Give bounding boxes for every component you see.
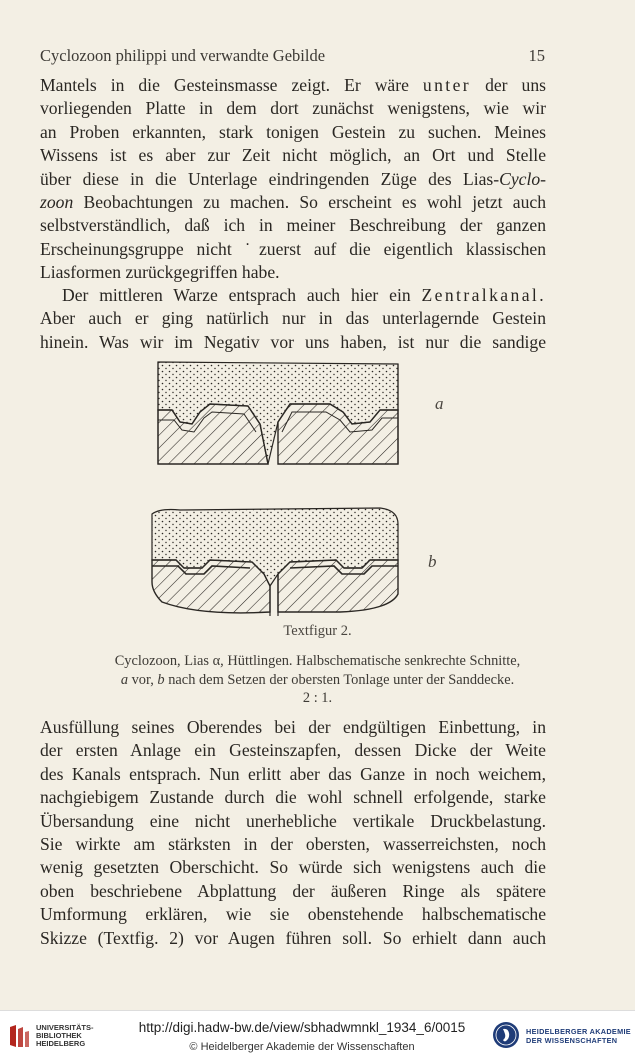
- university-library-logo-icon[interactable]: [8, 1023, 30, 1049]
- text-line: wenig gesetzten Oberschicht. So würde sich wenigstens auch die: [40, 857, 546, 878]
- text-line: Liasformen zurückgegriffen habe.: [40, 262, 280, 283]
- paragraph-3: [40, 716, 546, 950]
- caption-line-1: Cyclozoon, Lias α, Hüttlingen. Halbschematische senkrechte Schnitte,: [114, 653, 521, 669]
- page-number: 15: [528, 46, 545, 65]
- text-line: oben beschriebene Abplattung der äußeren Ringe als spätere: [40, 880, 546, 901]
- label-b: b: [428, 552, 437, 571]
- label-a: a: [435, 394, 444, 413]
- academy-name: HEIDELBERGER AKADEMIE DER WISSENSCHAFTEN: [526, 1027, 631, 1045]
- text-line: vorliegenden Platte in dem dort zunächst wenigstens, wie wir: [40, 98, 546, 119]
- text-line: Aber auch er ging natürlich nur in das unterlagernde Gestein: [40, 308, 546, 329]
- running-title: Cyclozoon philippi und verwandte Gebilde: [40, 46, 326, 65]
- figure-title: Textfigur 2.: [283, 623, 352, 639]
- text-line: hinein. Was wir im Negativ vor uns haben, ist nur die sandige: [40, 331, 546, 352]
- caption-scale: 2 : 1.: [302, 690, 333, 706]
- paragraph-2: [40, 284, 546, 354]
- text-line: Umformung erklären, wie sie obenstehende halbschematische: [40, 904, 546, 925]
- paragraph-1: [40, 74, 546, 285]
- university-library-name: UNIVERSITÄTS- BIBLIOTHEK HEIDELBERG: [36, 1023, 94, 1048]
- text-line: der ersten Anlage ein Gesteinszapfen, dessen Dicke der Weite: [40, 740, 546, 761]
- section-a: [158, 362, 398, 464]
- text-line: Wissens ist es aber zur Zeit nicht möglich, an Ort und Stelle: [40, 145, 546, 166]
- section-b: [152, 508, 398, 616]
- caption-line-2: a vor, b nach dem Setzen der obersten Tonlage unter der Sanddecke.: [120, 671, 515, 688]
- viewer-footer: [0, 1010, 635, 1059]
- text-line: selbstverständlich, daß ich in meiner Beschreibung der ganzen: [40, 215, 546, 236]
- text-line: zoon Beobachtungen zu machen. So erscheint es wohl jetzt auch: [40, 192, 546, 213]
- text-line: des Kanals entsprach. Nun erlitt aber das Ganze in noch weichem,: [40, 763, 546, 784]
- text-line: an Proben erkannten, stark tonigen Gestein zu suchen. Meines: [40, 121, 546, 142]
- text-line: Erscheinungsgruppe nicht ˙zuerst auf die eigentlich klassischen: [40, 238, 546, 259]
- text-line: Sie wirkte am stärksten in der obersten, wasserreichsten, noch: [40, 834, 546, 855]
- permalink-url[interactable]: http://digi.hadw-bw.de/view/sbhadwmnkl_1934_6/0015: [138, 1020, 466, 1035]
- text-line: nachgiebigem Zustande durch die wohl schnell erfolgende, starke: [40, 787, 546, 808]
- academy-seal-logo-icon[interactable]: [492, 1021, 520, 1049]
- text-line: Der mittleren Warze entsprach auch hier ein Zentralkanal.: [62, 285, 546, 305]
- schematic-sections-drawing: [140, 352, 470, 622]
- figure-caption: [55, 652, 580, 708]
- text-line: Skizze (Textfig. 2) vor Augen führen soll. So erhielt dann auch: [40, 927, 546, 948]
- running-head: [40, 46, 545, 66]
- textfigur-2: [140, 352, 470, 622]
- text-line: Übersandung eine nicht unerhebliche vertikale Druckbelastung.: [40, 810, 546, 831]
- text-line: Ausfüllung seines Oberendes bei der endgültigen Einbettung, in: [40, 717, 546, 737]
- text-line: Mantels in die Gesteinsmasse zeigt. Er wäre unter der uns: [40, 75, 546, 95]
- copyright-notice: © Heidelberger Akademie der Wissenschaften: [189, 1041, 415, 1053]
- text-line: über diese in die Unterlage eindringenden Züge des Lias-Cyclo-: [40, 168, 546, 189]
